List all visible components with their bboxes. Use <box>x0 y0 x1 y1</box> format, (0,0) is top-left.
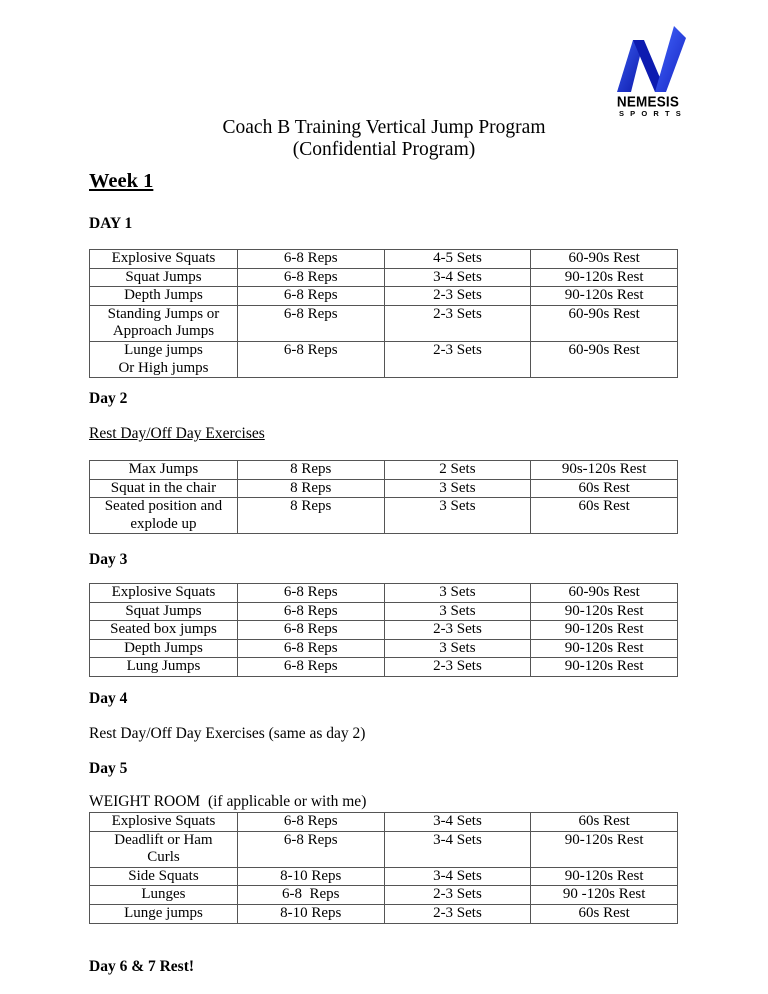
day1-table <box>89 249 678 378</box>
exercise-name: Depth Jumps <box>124 287 203 304</box>
table-row <box>90 602 678 621</box>
exercise-name: Squat Jumps <box>125 268 202 285</box>
sets-cell: 3 Sets <box>384 498 531 534</box>
reps-cell: 6-8 Reps <box>237 621 384 640</box>
reps-cell: 6-8 Reps <box>237 602 384 621</box>
exercise-cell <box>90 287 238 306</box>
reps-cell: 8-10 Reps <box>237 867 384 886</box>
sets-cell: 3 Sets <box>384 479 531 498</box>
reps-cell: 6-8 Reps <box>237 305 384 341</box>
table-row <box>90 250 678 269</box>
exercise-cell <box>90 831 238 867</box>
reps-cell: 6-8 Reps <box>237 584 384 603</box>
nemesis-n-logo-icon <box>600 18 696 94</box>
exercise-name: Lung Jumps <box>126 658 201 675</box>
rest-cell: 60s Rest <box>531 498 678 534</box>
rest-cell: 60-90s Rest <box>531 584 678 603</box>
rest-cell: 90-120s Rest <box>531 602 678 621</box>
table-row <box>90 639 678 658</box>
exercise-cell <box>90 904 238 923</box>
exercise-cell <box>90 584 238 603</box>
reps-cell: 8-10 Reps <box>237 904 384 923</box>
exercise-cell <box>90 886 238 905</box>
sets-cell: 2-3 Sets <box>384 886 531 905</box>
day5-note: WEIGHT ROOM (if applicable or with me) <box>89 793 367 810</box>
exercise-name: Seated position and <box>104 498 223 515</box>
day2-heading: Day 2 <box>89 390 128 407</box>
exercise-cell <box>90 305 238 341</box>
table-row <box>90 479 678 498</box>
rest-cell: 90 -120s Rest <box>531 886 678 905</box>
exercise-cell <box>90 479 238 498</box>
exercise-cell <box>90 621 238 640</box>
exercise-cell <box>90 341 238 377</box>
exercise-name: Side Squats <box>128 867 199 884</box>
table-row <box>90 867 678 886</box>
exercise-name: Lunge jumps <box>124 341 203 358</box>
day4-note: Rest Day/Off Day Exercises (same as day 2) <box>89 725 366 742</box>
rest-cell: 60s Rest <box>531 813 678 832</box>
reps-cell: 6-8 Reps <box>237 639 384 658</box>
rest-cell: 60-90s Rest <box>531 305 678 341</box>
table-row <box>90 904 678 923</box>
day2-table <box>89 460 678 534</box>
sets-cell: 3-4 Sets <box>384 831 531 867</box>
sets-cell: 2-3 Sets <box>384 904 531 923</box>
nemesis-sports-logo <box>600 18 696 120</box>
reps-cell: 6-8 Reps <box>237 287 384 306</box>
rest-cell: 60s Rest <box>531 479 678 498</box>
day2-subheading: Rest Day/Off Day Exercises <box>89 425 265 442</box>
table-row <box>90 461 678 480</box>
sets-cell: 3 Sets <box>384 584 531 603</box>
day67-heading: Day 6 & 7 Rest! <box>89 958 195 975</box>
reps-cell: 8 Reps <box>237 498 384 534</box>
reps-cell: 6-8 Reps <box>237 886 384 905</box>
sets-cell: 3 Sets <box>384 602 531 621</box>
day5-table <box>89 812 678 924</box>
sets-cell: 3-4 Sets <box>384 813 531 832</box>
exercise-name: Squat in the chair <box>110 479 217 496</box>
exercise-name: explode up <box>130 515 197 532</box>
rest-cell: 90-120s Rest <box>531 639 678 658</box>
day5-heading: Day 5 <box>89 760 128 777</box>
reps-cell: 8 Reps <box>237 479 384 498</box>
reps-cell: 8 Reps <box>237 461 384 480</box>
table-row <box>90 268 678 287</box>
exercise-name: Lunges <box>141 886 186 903</box>
sets-cell: 3-4 Sets <box>384 268 531 287</box>
day4-heading: Day 4 <box>89 690 128 707</box>
exercise-name: Explosive Squats <box>111 813 216 829</box>
sets-cell: 2-3 Sets <box>384 305 531 341</box>
table-row <box>90 658 678 677</box>
exercise-name: Approach Jumps <box>112 323 215 340</box>
table-row <box>90 305 678 341</box>
reps-cell: 6-8 Reps <box>237 341 384 377</box>
reps-cell: 6-8 Reps <box>237 250 384 269</box>
exercise-name: Explosive Squats <box>111 584 216 600</box>
table-row <box>90 498 678 534</box>
rest-cell: 90-120s Rest <box>531 867 678 886</box>
day1-heading: DAY 1 <box>89 215 133 232</box>
table-row <box>90 813 678 832</box>
rest-cell: 90-120s Rest <box>531 831 678 867</box>
exercise-name: Or High jumps <box>118 359 209 376</box>
day3-table <box>89 583 678 677</box>
exercise-name: Deadlift or Ham <box>114 831 213 848</box>
sets-cell: 2-3 Sets <box>384 341 531 377</box>
sets-cell: 3-4 Sets <box>384 867 531 886</box>
exercise-name: Depth Jumps <box>124 639 203 656</box>
exercise-cell <box>90 658 238 677</box>
rest-cell: 90-120s Rest <box>531 287 678 306</box>
exercise-name: Standing Jumps or <box>107 305 220 322</box>
exercise-cell <box>90 268 238 287</box>
week-heading: Week 1 <box>89 170 154 192</box>
exercise-name: Squat Jumps <box>125 602 202 619</box>
exercise-name: Explosive Squats <box>111 250 216 266</box>
table-row <box>90 287 678 306</box>
exercise-name: Max Jumps <box>128 461 199 477</box>
exercise-name: Lunge jumps <box>124 904 203 921</box>
day3-heading: Day 3 <box>89 551 128 568</box>
table-row <box>90 621 678 640</box>
rest-cell: 60s Rest <box>531 904 678 923</box>
table-row <box>90 341 678 377</box>
sets-cell: 3 Sets <box>384 639 531 658</box>
exercise-cell <box>90 813 238 832</box>
rest-cell: 90-120s Rest <box>531 621 678 640</box>
rest-cell: 90s-120s Rest <box>531 461 678 480</box>
rest-cell: 90-120s Rest <box>531 658 678 677</box>
exercise-name: Seated box jumps <box>110 621 217 638</box>
exercise-cell <box>90 867 238 886</box>
rest-cell: 60-90s Rest <box>531 341 678 377</box>
rest-cell: 90-120s Rest <box>531 268 678 287</box>
rest-cell: 60-90s Rest <box>531 250 678 269</box>
reps-cell: 6-8 Reps <box>237 813 384 832</box>
exercise-cell <box>90 639 238 658</box>
document-title: Coach B Training Vertical Jump Program <box>222 117 546 138</box>
logo-sub-name: SPORTS <box>618 109 688 118</box>
sets-cell: 4-5 Sets <box>384 250 531 269</box>
sets-cell: 2-3 Sets <box>384 658 531 677</box>
exercise-cell <box>90 498 238 534</box>
sets-cell: 2-3 Sets <box>384 287 531 306</box>
exercise-cell <box>90 250 238 269</box>
exercise-name: Curls <box>147 849 180 866</box>
sets-cell: 2 Sets <box>384 461 531 480</box>
table-row <box>90 584 678 603</box>
reps-cell: 6-8 Reps <box>237 268 384 287</box>
reps-cell: 6-8 Reps <box>237 658 384 677</box>
logo-brand-name: NEMESIS <box>616 93 680 110</box>
reps-cell: 6-8 Reps <box>237 831 384 867</box>
document-subtitle: (Confidential Program) <box>292 139 476 160</box>
sets-cell: 2-3 Sets <box>384 621 531 640</box>
table-row <box>90 886 678 905</box>
exercise-cell <box>90 461 238 480</box>
table-row <box>90 831 678 867</box>
exercise-cell <box>90 602 238 621</box>
